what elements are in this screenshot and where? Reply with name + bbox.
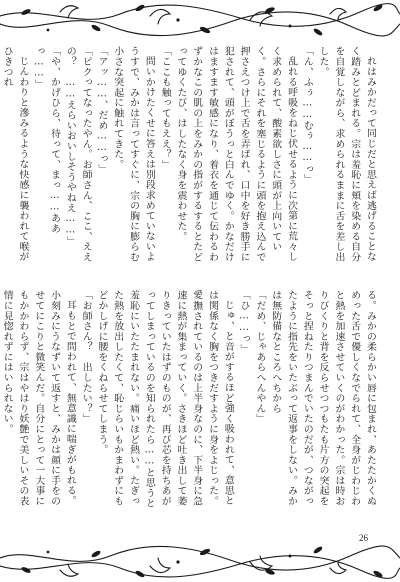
bottom-vine-ornament (0, 538, 400, 582)
paragraph: れはみかだって同じだと思えば逃げることなく踏みとどまれる。宗は羞恥に頬を染める自分を自覚しながら、求められるままに舌を差し出した。 (317, 46, 376, 263)
page-number: 26 (359, 533, 368, 543)
dialogue-line: 「ピクってなったやん。お師さん、ここ、ええの？ ……えらいおいしそうやねえ……」 (64, 46, 92, 263)
paragraph: 耳もとで問われて、無意識に喘ぎがもれる。小刻みにうなずいて返すと、みかは顔に手をのせてにこりと微笑んだ。自分にとって一大事にもかかわらず、宗はやはり妖艶で美しいその表情に見惚れずにはいられない。 (1, 290, 76, 507)
paragraph: じゅ、と音がするほど強く吸われて、意思とは関係なく胸をつきだすように身をよじった。愛撫されているのは上半身なのに、下半身に急速に熱が集まっていく。さきほど吐き出して萎りきっていたはずのものが、再び芯を持ちあがってしまっているのを知られたら……と思うと羞恥にいたたまれない。痛いほど熱い。たぎった熱を放出したくて、恥じらいもかまわずにもどかしげに腰をくねらせてしまう。 (96, 290, 234, 509)
paragraph: る。みかの柔らかい唇に包まれ、あたたかくぬめった舌で優しくなでられて、全身がじわじわと熱を加速させていくのがわかった。宗は時おりびくりと背を反らせつつもたも片方の突起をそっと捏ねたりつまんでいたのだが、つながったように指先をいたぶって返事をしない。みかは無防備なところへちから (270, 290, 376, 507)
upper-text-block (1, 46, 378, 268)
dialogue-line: 「ひ……っ」 (238, 290, 250, 354)
lower-text-block (1, 290, 378, 512)
paragraph: 問いかけたくせに答えは別段求めていないようすで、みかは言ってすぐに、宗の胸に膨らむ小さな突起に触れてきた。 (112, 46, 155, 263)
paragraph: 乱れる呼吸をねじ伏せるように次第に荒々しく求められて、酸素欲しさに頭が上向いていく。さらにそれを塞じるように頭を抱え込んで押さえつけ上で舌を弄ばれ、口中を好き勝手に犯されて、頭がぼうっと白んでゆく。かなだけはますます敏感になり、着衣を通じて伝わるわずかなこの肌の上をみかの指がするするとたどってゆくたび、はしたなく身を震わせた。 (175, 46, 298, 263)
top-vine-ornament (0, 0, 400, 44)
dialogue-line: 「だめ、じゃあらへんやん」 (254, 290, 266, 424)
dialogue-line: 「ん、ふぅ……むぅ……っ」 (301, 46, 313, 185)
dialogue-line: 「や、かげひら、待って、まっ……ああっ……」 (33, 46, 61, 234)
paragraph: じんわりと滲みるような快感に襲われて喉がひきつれ (1, 46, 29, 262)
dialogue-line: 「アッ……、だめ……っ」 (96, 46, 108, 174)
dialogue-line: 「ここも触ってもええ？」 (159, 46, 171, 170)
dialogue-line: 「お師さん？ 出したい？」 (80, 290, 92, 424)
